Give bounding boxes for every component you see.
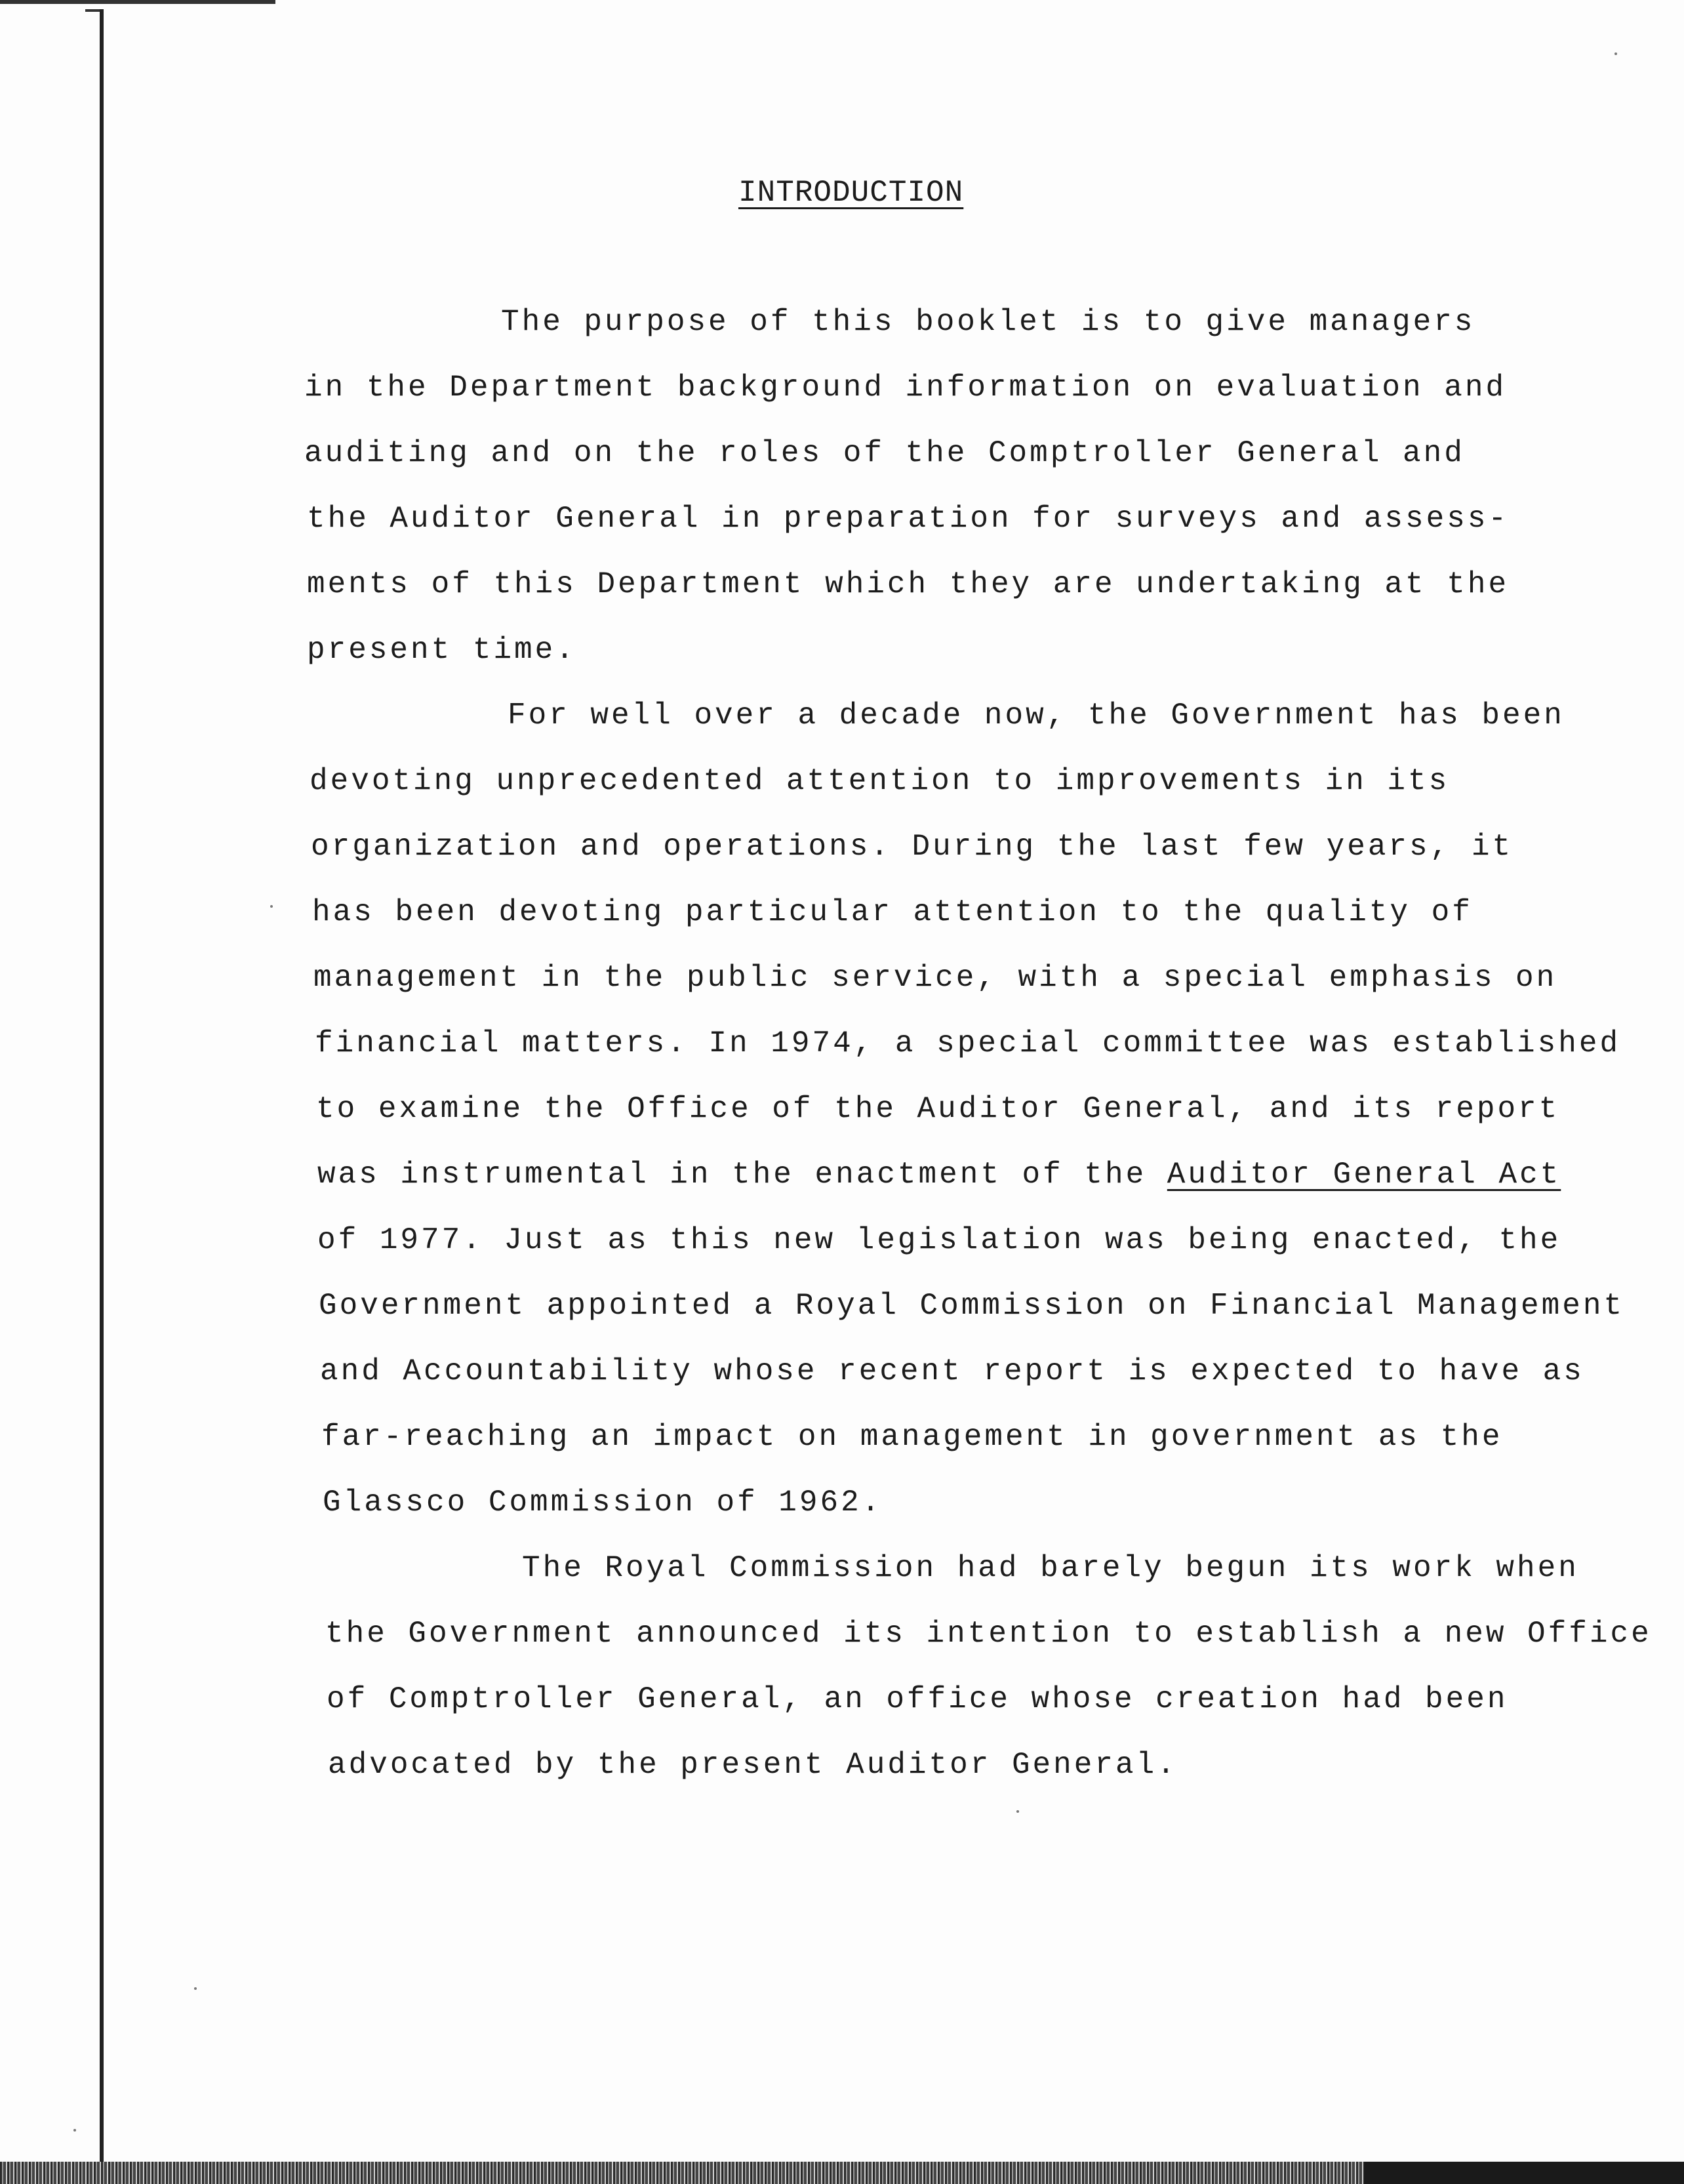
paragraph-2-line-2: devoting unprecedented attention to improvements in its <box>310 764 1450 798</box>
paragraph-2-line-8 <box>317 1158 1561 1192</box>
paragraph-2-line-10: Government appointed a Royal Commission on Financial Management <box>319 1289 1625 1323</box>
scan-speck <box>1016 1810 1019 1813</box>
paragraph-3-line-4: advocated by the present Auditor General. <box>328 1748 1178 1782</box>
paragraph-3-line-2: the Government announced its intention to establish a new Office <box>325 1617 1652 1651</box>
paragraph-3-line-3: of Comptroller General, an office whose creation had been <box>327 1682 1508 1716</box>
paragraph-2-line-7: to examine the Office of the Auditor General, and its report <box>316 1092 1560 1126</box>
scan-bottom-strip-dark <box>1364 2162 1684 2184</box>
paragraph-1-line-2: in the Department background information on evaluation and <box>304 371 1507 405</box>
paragraph-2-line-1: For well over a decade now, the Government has been <box>508 698 1565 733</box>
paragraph-2-line-11: and Accountability whose recent report is expected to have as <box>320 1354 1584 1388</box>
paragraph-2-line-5: management in the public service, with a special emphasis on <box>313 961 1557 995</box>
scan-speck <box>1614 52 1617 55</box>
paragraph-1-line-3: auditing and on the roles of the Comptroller General and <box>304 436 1465 470</box>
paragraph-2-line-12: far-reaching an impact on management in government as the <box>321 1420 1503 1454</box>
scan-speck <box>194 1987 197 1990</box>
paragraph-3-line-1: The Royal Commission had barely begun its work when <box>522 1551 1579 1585</box>
auditor-general-act-title: Auditor General Act <box>1167 1158 1561 1192</box>
paragraph-2-line-3: organization and operations. During the last few years, it <box>311 830 1514 864</box>
paragraph-2-line-8-text: was instrumental in the enactment of the <box>317 1158 1167 1192</box>
paragraph-2-line-6: financial matters. In 1974, a special committee was established <box>315 1026 1621 1061</box>
paragraph-1-line-1: The purpose of this booklet is to give managers <box>501 305 1475 339</box>
binding-line <box>100 9 104 2167</box>
scan-speck <box>73 2129 76 2132</box>
paragraph-1-line-5: ments of this Department which they are undertaking at the <box>307 567 1510 601</box>
paragraph-2-line-4: has been devoting particular attention to the quality of <box>312 895 1473 929</box>
page-top-edge <box>0 0 275 4</box>
paragraph-2-line-9: of 1977. Just as this new legislation was being enacted, the <box>317 1223 1561 1257</box>
paragraph-2-line-13: Glassco Commission of 1962. <box>323 1486 883 1520</box>
page-heading: INTRODUCTION <box>738 176 964 210</box>
scan-speck <box>270 905 273 908</box>
paragraph-1-line-4: the Auditor General in preparation for surveys and assess- <box>307 502 1510 536</box>
paragraph-1-line-6: present time. <box>307 633 576 667</box>
